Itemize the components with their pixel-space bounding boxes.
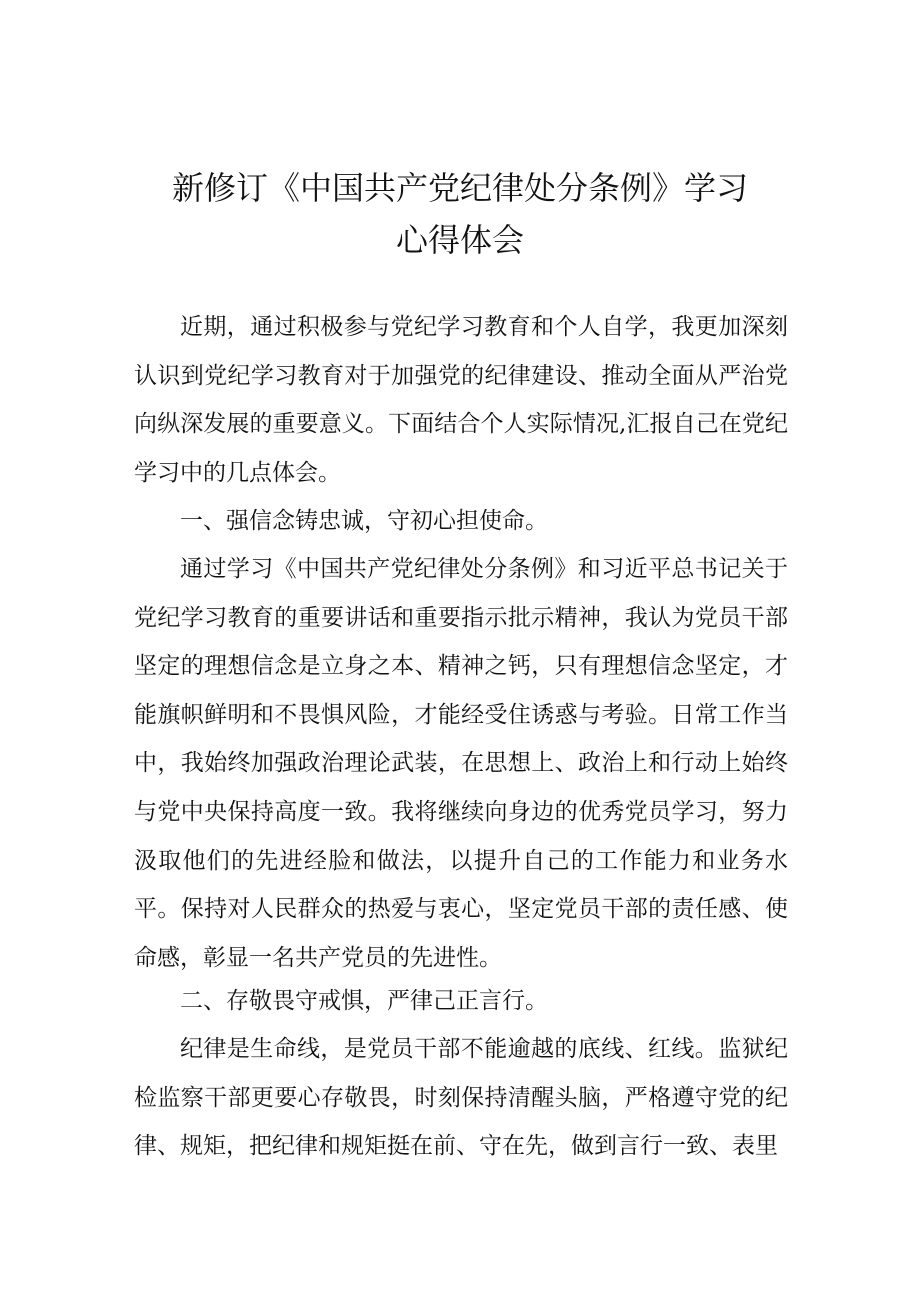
section-heading-2: 二、存敬畏守戒惧，严律己正言行。 <box>180 988 548 1014</box>
paragraph-intro: 近期，通过积极参与党纪学习教育和个人自学，我更加深刻认识到党纪学习教育对于加强党的纪律建设、推动全面从严治党向纵深发展的重要意义。下面结合个人实际情况,汇报自己在党纪学习中的几点体会。 <box>134 314 788 486</box>
paragraph-section-1: 通过学习《中国共产党纪律处分条例》和习近平总书记关于党纪学习教育的重要讲话和重要指示批示精神，我认为党员干部坚定的理想信念是立身之本、精神之钙，只有理想信念坚定，才能旗帜鲜明和不畏惧风险，才能经受住诱惑与考验。日常工作当中，我始终加强政治理论武装，在思想上、政治上和行动上始终与党中央保持高度一致。我将继续向身边的优秀党员学习，努力汲取他们的先进经脸和做法，以提升自己的工作能力和业务水平。保持对人民群众的热爱与衷心，坚定党员干部的责任感、使命感，彰显一名共产党员的先进性。 <box>134 556 788 971</box>
paragraph-section-2: 纪律是生命线，是党员干部不能逾越的底线、红线。监狱纪检监察干部更要心存敬畏，时刻保持清醒头脑，严格遵守党的纪律、规矩，把纪律和规矩挺在前、守在先，做到言行一致、表里 <box>134 1036 788 1160</box>
document-title-line-2: 心得体会 <box>395 221 524 259</box>
document-title-line-1: 新修订《中国共产党纪律处分条例》学习 <box>171 169 748 207</box>
section-heading-1: 一、强信念铸忠诚，守初心担使命。 <box>180 508 548 534</box>
